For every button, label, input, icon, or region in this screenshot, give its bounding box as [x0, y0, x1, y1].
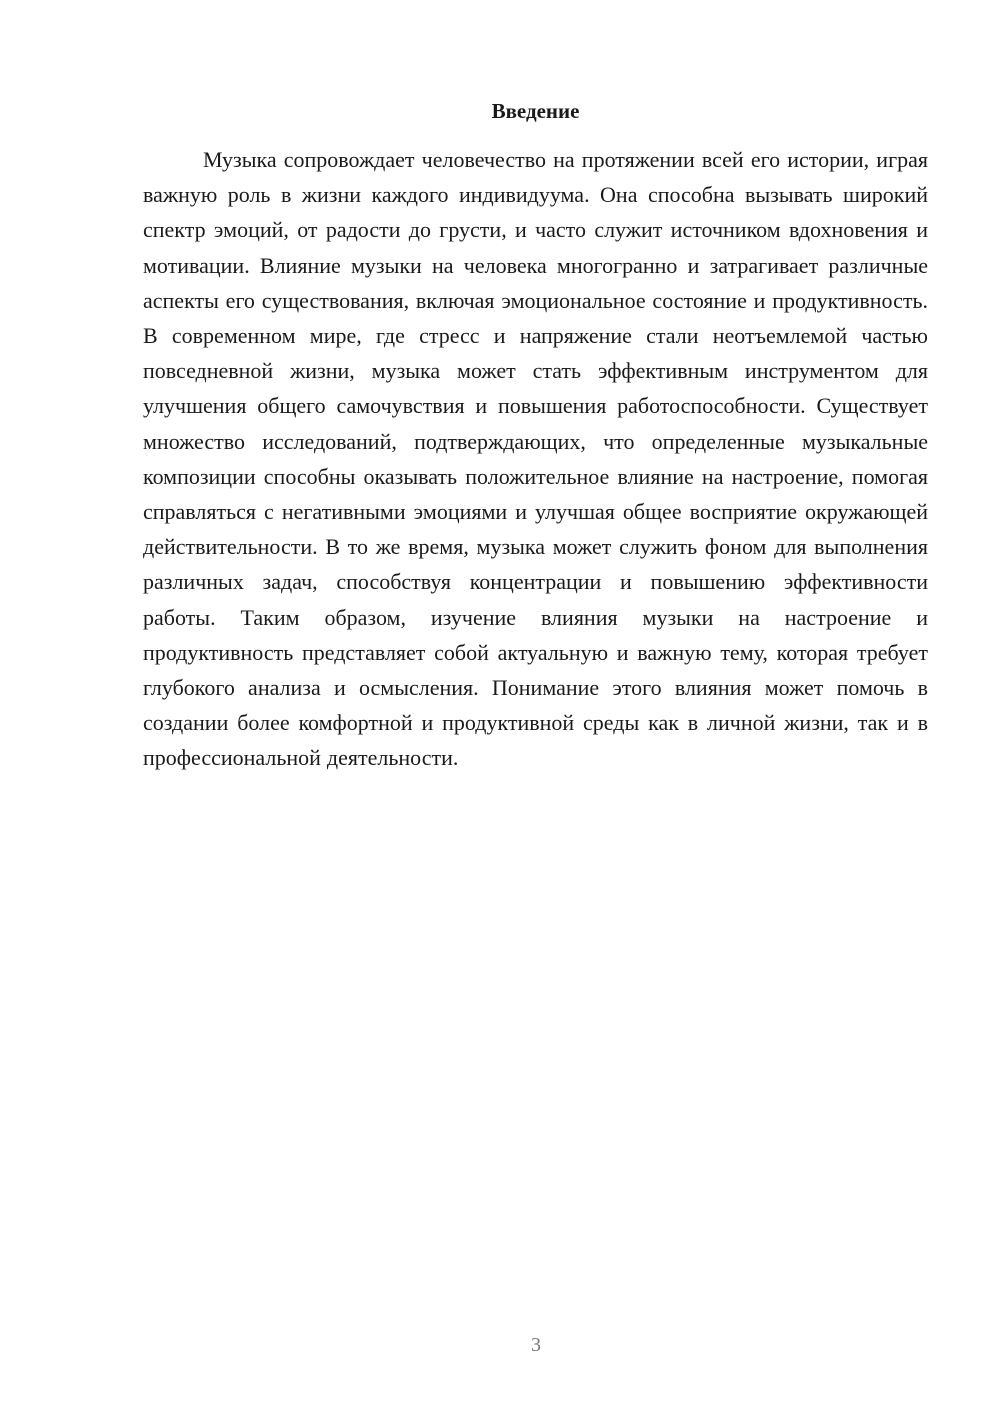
section-heading: Введение — [491, 99, 580, 123]
page-number: 3 — [531, 1334, 541, 1356]
body-paragraph: Музыка сопровождает человечество на протяжении всей его истории, играя важную роль в жизни каждого индивидуума. Она способна вызывать широкий спектр эмоций, от радости до грусти, и часто служит источником вдохновения и мотивации. Влияние музыки на человека многогранно и затрагивает различные аспекты его существования, включая эмоциональное состояние и продуктивность. В современном мире, где стресс и напряжение стали неотъемлемой частью повседневной жизни, музыка может стать эффективным инструментом для улучшения общего самочувствия и повышения работоспособности. Существует множество исследований, подтверждающих, что определенные музыкальные композиции способны оказывать положительное влияние на настроение, помогая справляться с негативными эмоциями и улучшая общее восприятие окружающей действительности. В то же время, музыка может служить фоном для выполнения различных задач, способствуя концентрации и повышению эффективности работы. Таким образом, изучение влияния музыки на настроение и продуктивность представляет собой актуальную и важную тему, которая требует глубокого анализа и осмысления. Понимание этого влияния может помочь в создании более комфортной и продуктивной среды как в личной жизни, так и в профессиональной деятельности. — [143, 147, 928, 771]
